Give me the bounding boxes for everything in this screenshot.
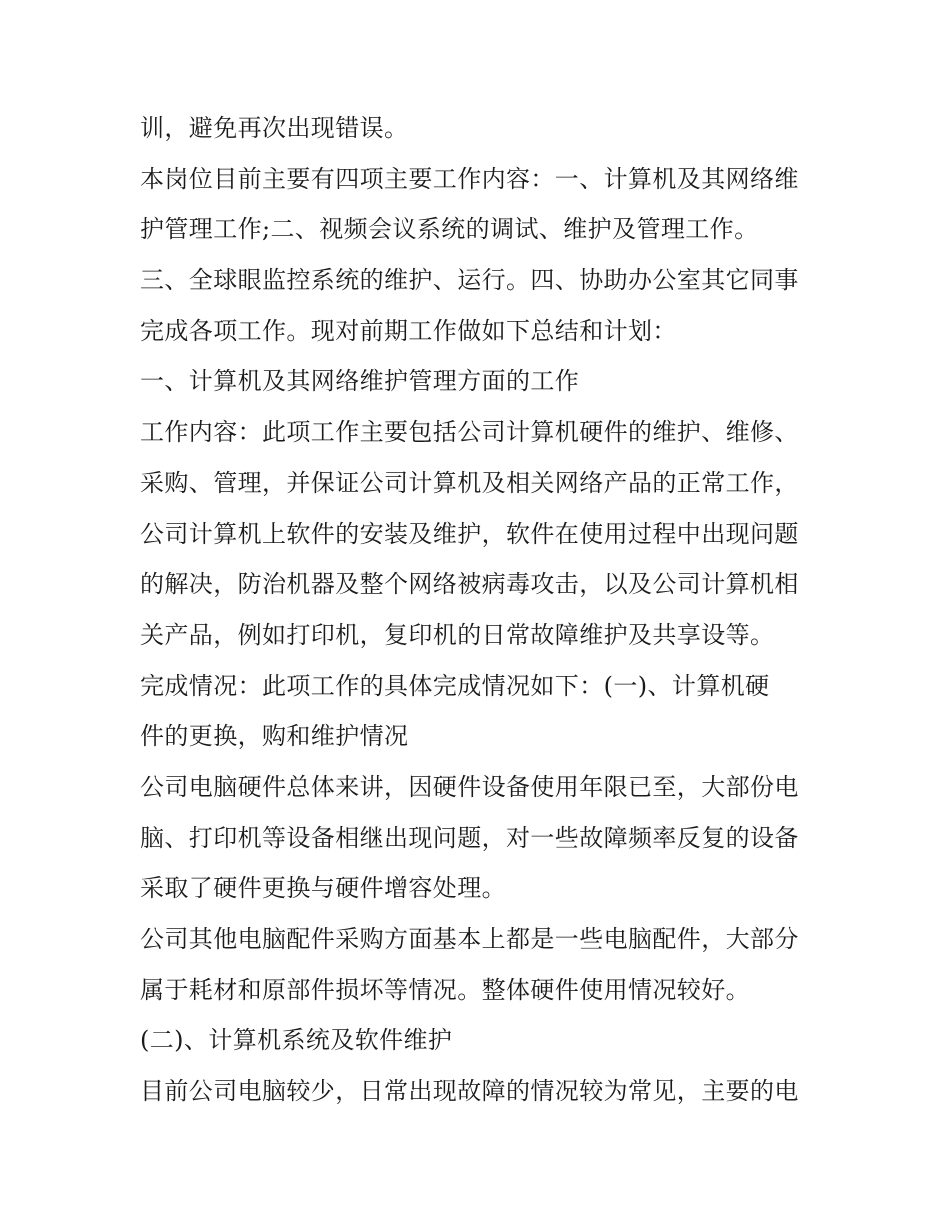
text-line: 目前公司电脑较少，日常出现故障的情况较为常见，主要的电 bbox=[140, 1077, 799, 1106]
section-heading: 一、计算机及其网络维护管理方面的工作 bbox=[140, 367, 580, 396]
text-line: 属于耗材和原部件损坏等情况。整体硬件使用情况较好。 bbox=[140, 975, 750, 1004]
text-line: 完成各项工作。现对前期工作做如下总结和计划： bbox=[140, 316, 677, 345]
document-body bbox=[140, 103, 830, 1117]
text-line: 公司计算机上软件的安装及维护，软件在使用过程中出现问题 bbox=[140, 519, 799, 548]
text-line: 的解决，防治机器及整个网络被病毒攻击，以及公司计算机相 bbox=[140, 570, 799, 599]
text-line: 三、全球眼监控系统的维护、运行。四、协助办公室其它同事 bbox=[140, 266, 799, 295]
text-line: 公司其他电脑配件采购方面基本上都是一些电脑配件，大部分 bbox=[140, 925, 799, 953]
text-line: 关产品，例如打印机，复印机的日常故障维护及共享设等。 bbox=[140, 620, 775, 649]
text-line: 公司电脑硬件总体来讲，因硬件设备使用年限已至，大部份电 bbox=[140, 772, 799, 801]
text-line: 脑、打印机等设备相继出现问题，对一些故障频率反复的设备 bbox=[140, 823, 799, 852]
text-line: 完成情况：此项工作的具体完成情况如下：(一)、计算机硬 bbox=[140, 671, 770, 700]
text-line: 训，避免再次出现错误。 bbox=[140, 114, 409, 142]
text-line: 采取了硬件更换与硬件增容处理。 bbox=[140, 874, 506, 903]
text-line: 本岗位目前主要有四项主要工作内容：一、计算机及其网络维 bbox=[140, 164, 799, 193]
text-line: 护管理工作;二、视频会议系统的调试、维护及管理工作。 bbox=[140, 215, 759, 244]
text-line: 件的更换，购和维护情况 bbox=[140, 722, 409, 751]
section-heading: (二)、计算机系统及软件维护 bbox=[140, 1026, 453, 1055]
text-line: 采购、管理，并保证公司计算机及相关网络产品的正常工作， bbox=[140, 468, 799, 497]
text-line: 工作内容：此项工作主要包括公司计算机硬件的维护、维修、 bbox=[140, 418, 799, 447]
